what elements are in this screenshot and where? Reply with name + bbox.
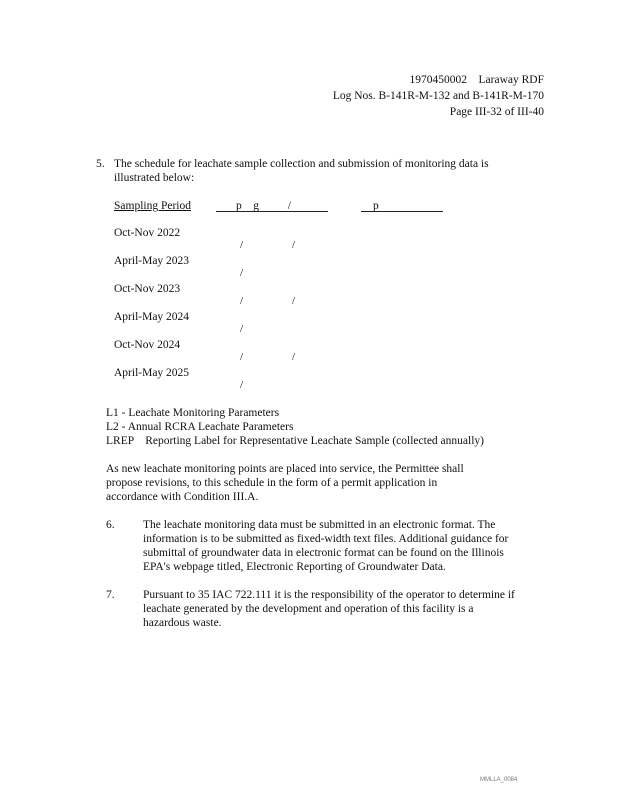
schedule-row-period: Oct-Nov 2024 [114,339,181,351]
bates-stamp: MMLLA_0084 [480,777,518,783]
schedule-col2-underline [216,211,328,212]
revision-text-line: accordance with Condition III.A. [106,491,259,503]
item6-text-line: submittal of groundwater data in electronic format can be found on the Illinois [143,547,504,559]
schedule-col1-header: Sampling Period [114,200,191,212]
item5-text-line2: illustrated below: [114,172,195,184]
item6-text-line: information is to be submitted as fixed-width text files. Additional guidance for [143,533,509,545]
schedule-col2-header: p g / [236,200,291,212]
schedule-mark: / [240,267,244,279]
schedule-row-period: Oct-Nov 2023 [114,283,181,295]
item7-text-line: hazardous waste. [143,617,222,629]
schedule-row-period: April-May 2023 [114,255,190,267]
legend-l2: L2 - Annual RCRA Leachate Parameters [106,421,294,433]
header-page-number: Page III-32 of III-40 [449,106,544,118]
item7-number: 7. [106,589,115,601]
schedule-row-period: Oct-Nov 2022 [114,227,181,239]
item6-text-line: The leachate monitoring data must be submitted in an electronic format. The [143,519,496,531]
schedule-mark: / [292,239,296,251]
item7-text-line: Pursuant to 35 IAC 722.111 it is the responsibility of the operator to determine if [143,589,515,601]
item6-text-line: EPA's webpage titled, Electronic Reporting of Groundwater Data. [143,561,446,573]
schedule-col3-header: p [373,200,379,212]
item5-number: 5. [96,158,105,170]
schedule-mark: / [240,379,244,391]
header-log-numbers: Log Nos. B-141R-M-132 and B-141R-M-170 [332,90,544,102]
revision-text-line: propose revisions, to this schedule in the form of a permit application in [106,477,438,489]
item6-number: 6. [106,519,115,531]
schedule-mark: / [240,295,244,307]
legend-lrep: LREP Reporting Label for Representative Leachate Sample (collected annually) [106,435,484,447]
item5-text-line1: The schedule for leachate sample collection and submission of monitoring data is [114,158,489,170]
schedule-mark: / [292,295,296,307]
item7-text-line: leachate generated by the development and operation of this facility is a [143,603,474,615]
legend-l1: L1 - Leachate Monitoring Parameters [106,407,280,419]
header-block [333,72,544,120]
schedule-mark: / [240,351,244,363]
revision-text-line: As new leachate monitoring points are placed into service, the Permittee shall [106,463,464,475]
schedule-row-period: April-May 2025 [114,367,190,379]
schedule-row-period: April-May 2024 [114,311,190,323]
schedule-col3-underline [361,211,443,212]
schedule-mark: / [240,239,244,251]
schedule-mark: / [240,323,244,335]
header-facility-id: 1970450002 Laraway RDF [409,74,544,86]
schedule-mark: / [292,351,296,363]
